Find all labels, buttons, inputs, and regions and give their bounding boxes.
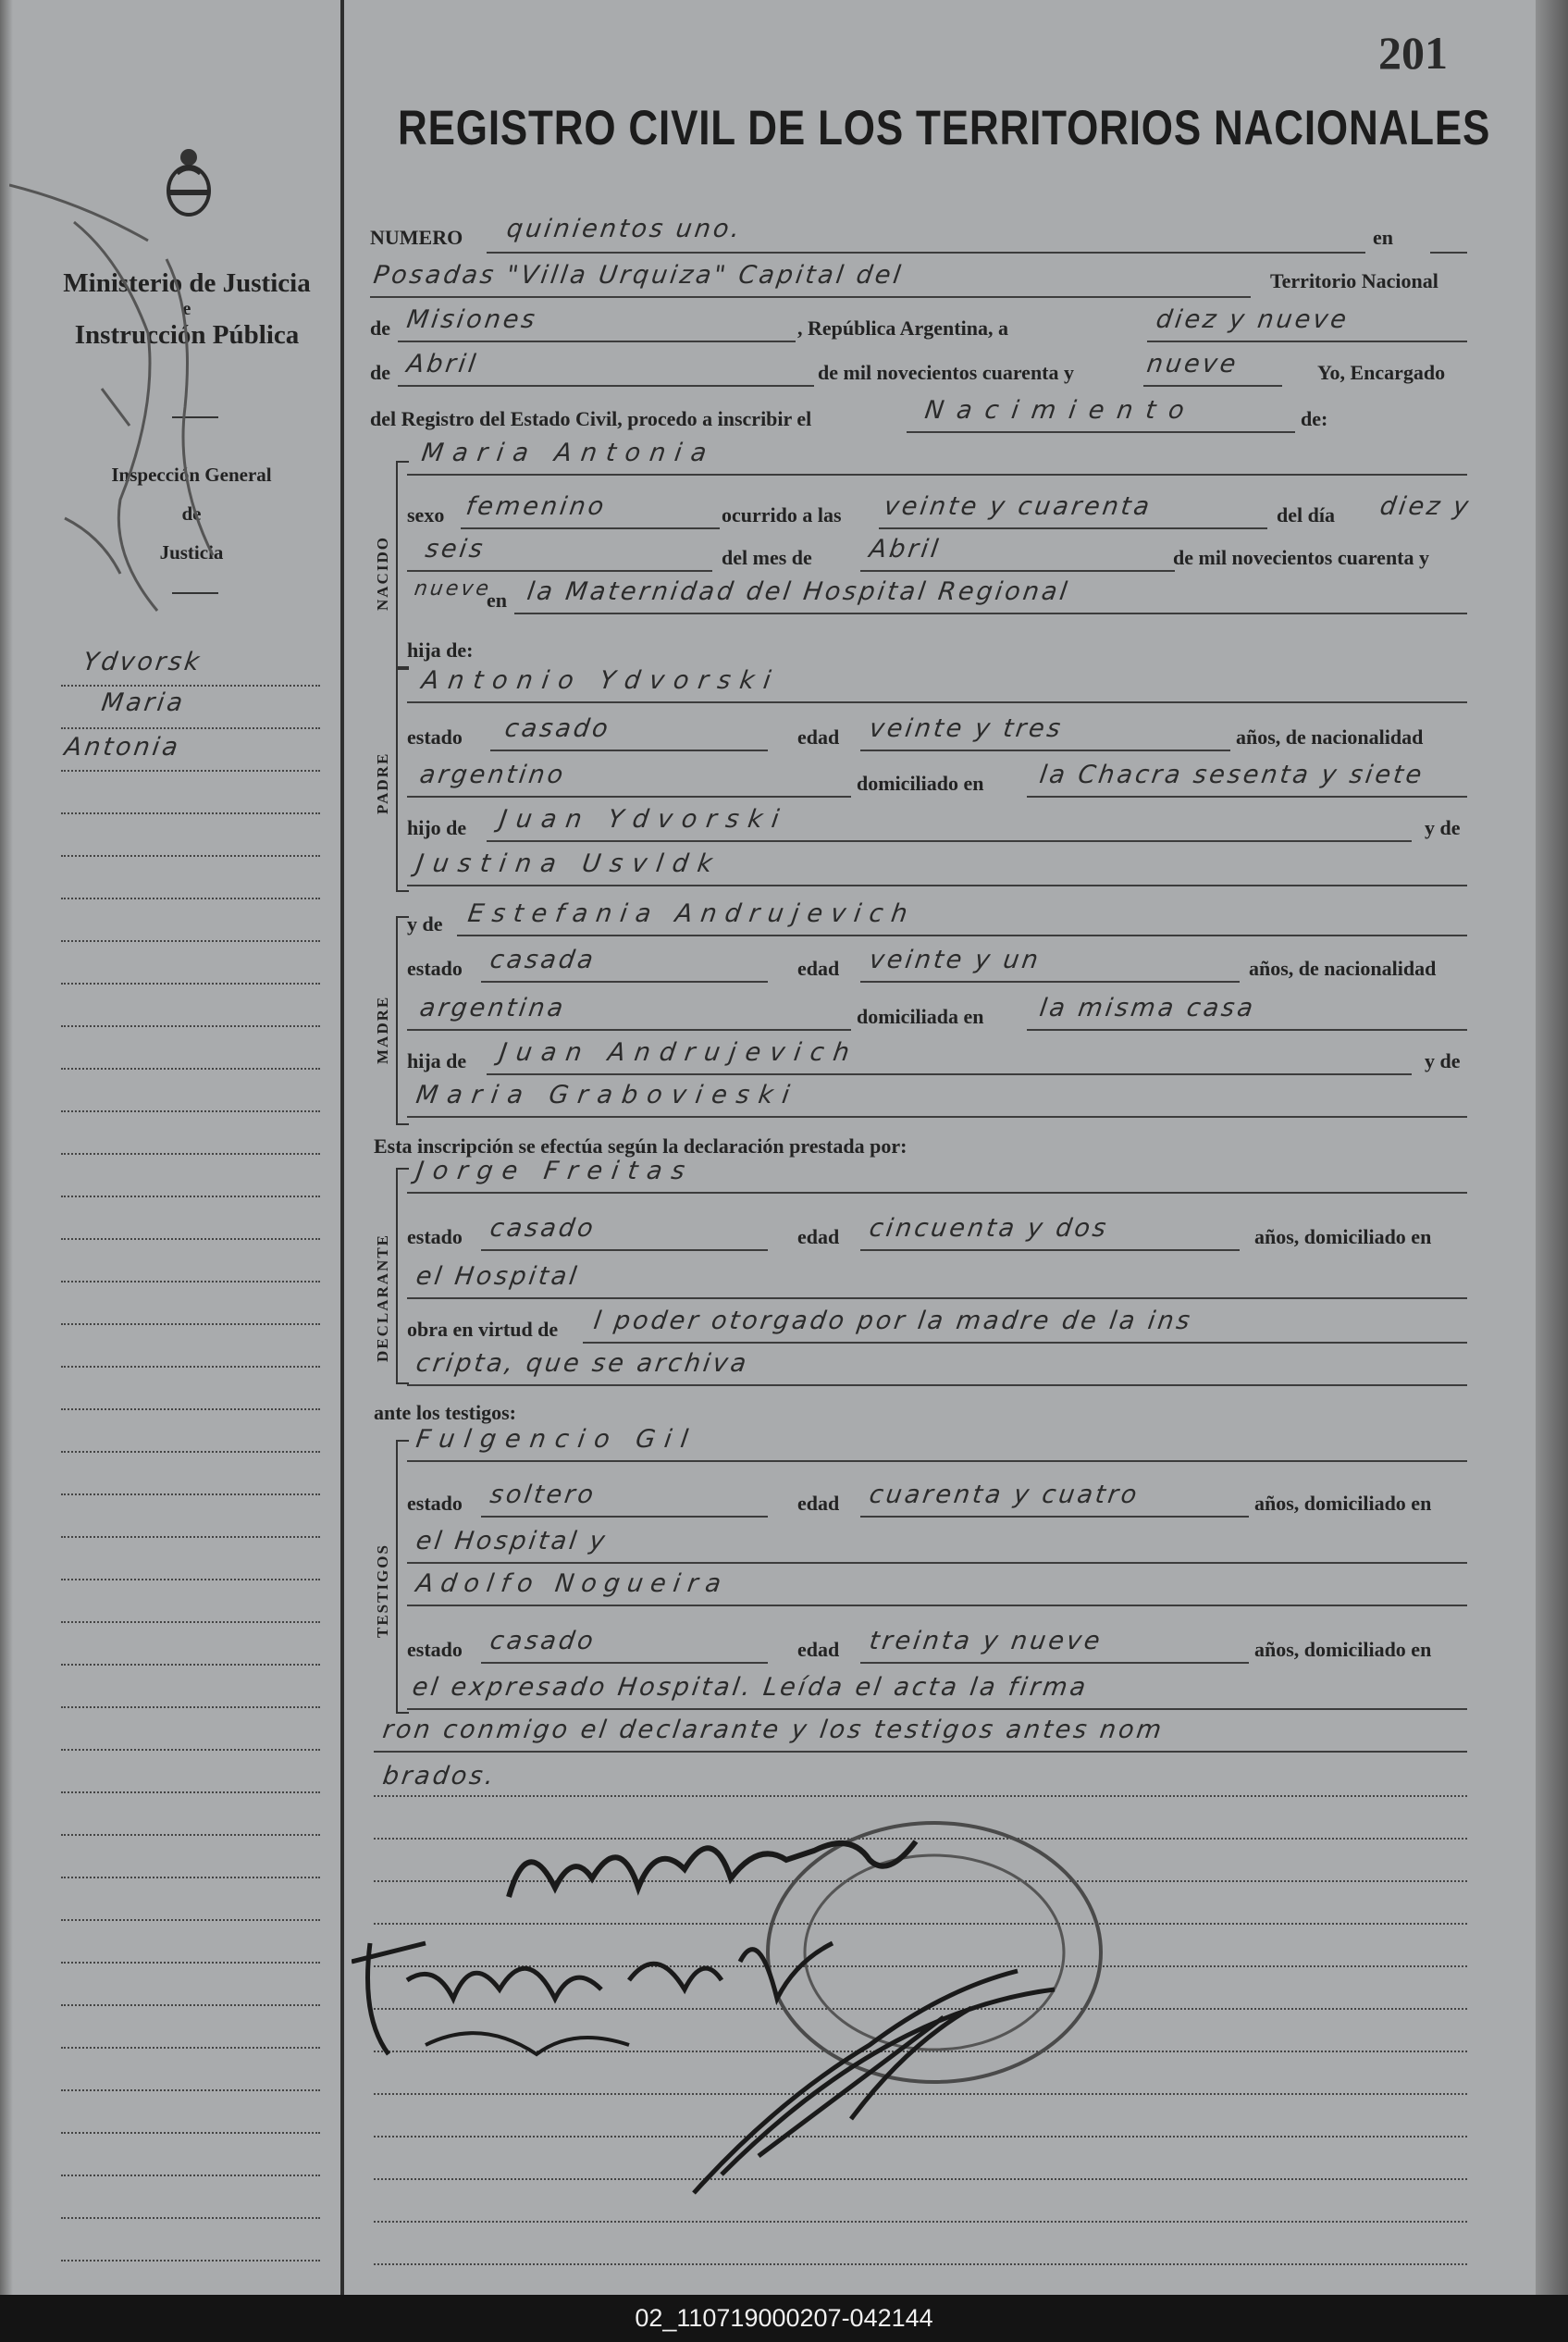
- margin-rule-line: [61, 1110, 320, 1112]
- margin-rule-line: [61, 2260, 320, 2261]
- line-abuelo-m: [487, 1073, 1412, 1075]
- margin-rule-line: [61, 727, 320, 729]
- margin-divider: [340, 0, 344, 2295]
- margin-rule-line: [61, 1323, 320, 1325]
- margin-rule-line: [61, 940, 320, 942]
- label-madre-dom: domiciliada en: [857, 1005, 984, 1028]
- line-decl-dom: [407, 1297, 1467, 1299]
- margin-rule-line: [61, 2047, 320, 2049]
- label-hijo-de: hijo de: [407, 816, 467, 839]
- ministry-name: Ministerio de Justicia e Instrucción Pública: [63, 268, 311, 350]
- page-number: 201: [1378, 27, 1448, 79]
- entry-numero: quinientos uno.: [504, 215, 745, 243]
- label-de-mil: de mil novecientos cuarenta y: [818, 361, 1075, 384]
- entry-ano-nac: nueve: [413, 577, 493, 601]
- line-cierre1: [374, 1751, 1467, 1753]
- label-del-mes: del mes de: [722, 546, 812, 569]
- entry-mes: Abril: [404, 350, 480, 378]
- label-hija-de: hija de:: [407, 638, 474, 662]
- entry-decl-obra1: l poder otorgado por la madre de la ins: [591, 1307, 1194, 1335]
- margin-rule-line: [61, 1749, 320, 1751]
- line-t2-dom: [407, 1708, 1467, 1710]
- line-hora: [879, 527, 1267, 529]
- margin-rule-line: [61, 2132, 320, 2134]
- line-territorio: [398, 341, 796, 342]
- section-declarante: DECLARANTE: [374, 1233, 391, 1362]
- label-padre-anos: años, de nacionalidad: [1236, 725, 1424, 749]
- entry-mes-nac: Abril: [867, 535, 943, 564]
- entry-padre-nombre: Antonio Ydvorski: [419, 666, 783, 695]
- line-sexo: [461, 527, 720, 529]
- margin-rule-line: [61, 1621, 320, 1623]
- entry-dia-nac2: seis: [423, 535, 488, 564]
- margin-name-line3: Antonia: [62, 733, 183, 762]
- label-t2-anos: años, domiciliado en: [1254, 1638, 1432, 1661]
- signature-officer: [666, 1934, 1092, 2212]
- line-t1-edad: [860, 1516, 1249, 1518]
- margin-rule-line: [61, 1493, 320, 1495]
- label-ocurrido: ocurrido a las: [722, 503, 842, 527]
- section-padre: PADRE: [374, 751, 391, 814]
- entry-t2-edad: treinta y nueve: [867, 1627, 1105, 1655]
- entry-acto: Nacimiento: [922, 396, 1199, 425]
- entry-t1-edad: cuarenta y cuatro: [867, 1481, 1142, 1509]
- margin-rule-line: [61, 1536, 320, 1538]
- entry-abuela-m: Maria Grabovieski: [414, 1081, 801, 1109]
- entry-sexo: femenino: [463, 492, 609, 521]
- right-edge: [1536, 0, 1568, 2295]
- signature-rule-line: [374, 2263, 1467, 2265]
- line-abuela-p: [407, 885, 1467, 886]
- line-decl-edad: [860, 1249, 1240, 1251]
- label-de-mil-2: de mil novecientos cuarenta y: [1173, 546, 1430, 569]
- margin-rule-line: [61, 1366, 320, 1368]
- entry-declarante: Jorge Freitas: [414, 1157, 697, 1185]
- section-madre: MADRE: [374, 995, 391, 1064]
- label-t1-anos: años, domiciliado en: [1254, 1492, 1432, 1515]
- entry-abuelo-p: Juan Ydvorski: [497, 805, 790, 834]
- label-padre-estado: estado: [407, 725, 463, 749]
- brace-declarante: [396, 1168, 409, 1384]
- label-inscripcion: Esta inscripción se efectúa según la declaración prestada por:: [374, 1134, 907, 1158]
- label-t1-estado: estado: [407, 1492, 463, 1515]
- margin-rule-line: [61, 685, 320, 687]
- margin-rule-line: [61, 1068, 320, 1070]
- brace-madre: [396, 916, 409, 1125]
- entry-madre-edad: veinte y un: [867, 946, 1043, 974]
- line-decl-obra1: [583, 1342, 1467, 1344]
- label-decl-estado: estado: [407, 1225, 463, 1248]
- footer-id: 02_110719000207-042144: [635, 2304, 933, 2332]
- margin-rule-line: [61, 1877, 320, 1878]
- entry-madre-estado: casada: [488, 946, 598, 974]
- entry-nombre: Maria Antonia: [419, 439, 718, 467]
- label-de-colon: de:: [1301, 407, 1328, 430]
- margin-rule-line: [61, 2089, 320, 2091]
- margin-rule-line: [61, 1579, 320, 1580]
- footer-bar: [0, 2295, 1568, 2342]
- line-t2-estado: [481, 1662, 768, 1664]
- label-decl-anos: años, domiciliado en: [1254, 1225, 1432, 1248]
- line-madre-nac: [407, 1029, 851, 1031]
- label-numero: NUMERO: [370, 226, 463, 249]
- line-lugar: [370, 296, 1251, 298]
- label-de-2: de: [370, 361, 390, 384]
- line-padre-estado: [490, 750, 768, 751]
- label-madre-edad: edad: [797, 957, 840, 980]
- entry-t2-estado: casado: [488, 1627, 598, 1655]
- entry-testigo2: Adolfo Nogueira: [414, 1569, 731, 1598]
- line-padre-nombre: [407, 701, 1467, 703]
- line-mes: [398, 385, 814, 387]
- line-decl-estado: [481, 1249, 768, 1251]
- label-yo: Yo, Encargado: [1317, 361, 1446, 384]
- entry-decl-estado: casado: [488, 1214, 598, 1243]
- line-padre-edad: [860, 750, 1230, 751]
- label-republica: , República Argentina, a: [797, 316, 1008, 340]
- entry-lugar: Posadas "Villa Urquiza" Capital del: [371, 261, 906, 290]
- entry-territorio: Misiones: [404, 305, 539, 334]
- margin-rule-line: [61, 855, 320, 857]
- page-title: REGISTRO CIVIL DE LOS TERRITORIOS NACIONALES: [398, 101, 1491, 155]
- signature-rule-line: [374, 1795, 1467, 1797]
- margin-rule-line: [61, 1238, 320, 1240]
- line-ano: [1143, 385, 1282, 387]
- margin-rule-line: [61, 812, 320, 814]
- entry-abuela-p: Justina Usvldk: [414, 849, 723, 878]
- margin-rule-line: [61, 1706, 320, 1708]
- margin-scribble: [9, 167, 324, 629]
- line-t2-edad: [860, 1662, 1249, 1664]
- margin-rule-line: [61, 1153, 320, 1155]
- label-madre-yde: y de: [407, 912, 443, 936]
- line-dia: [1147, 341, 1467, 342]
- entry-cierre2: brados.: [380, 1762, 499, 1791]
- line-madre-dom: [1027, 1029, 1467, 1031]
- margin-name-line1: Ydvorsk: [80, 648, 204, 676]
- label-madre-estado: estado: [407, 957, 463, 980]
- label-sexo: sexo: [407, 503, 445, 527]
- line-abuela-m: [407, 1116, 1467, 1118]
- line-mes-nac: [860, 570, 1175, 572]
- entry-testigo1: Fulgencio Gil: [414, 1425, 699, 1454]
- entry-lugar-nac: la Maternidad del Hospital Regional: [525, 577, 1072, 606]
- line-decl-obra2: [407, 1384, 1467, 1386]
- margin-rule-line: [61, 1196, 320, 1197]
- brace-testigos: [396, 1440, 409, 1714]
- line-madre-edad: [860, 981, 1240, 983]
- line-lugar-nac: [514, 613, 1467, 614]
- line-madre-estado: [481, 981, 768, 983]
- entry-padre-nac: argentino: [417, 761, 568, 789]
- margin-rule-line: [61, 770, 320, 772]
- entry-decl-dom: el Hospital: [414, 1262, 582, 1291]
- label-obra: obra en virtud de: [407, 1318, 559, 1341]
- margin-rule-line: [61, 1408, 320, 1410]
- line-padre-dom: [1027, 796, 1467, 798]
- entry-hora: veinte y cuarenta: [882, 492, 1154, 521]
- section-nacido: NACIDO: [374, 536, 391, 611]
- label-registro: del Registro del Estado Civil, procedo a inscribir el: [370, 407, 812, 430]
- entry-padre-dom: la Chacra sesenta y siete: [1037, 761, 1426, 789]
- label-territorio: Territorio Nacional: [1270, 269, 1438, 292]
- margin-rule-line: [61, 1025, 320, 1027]
- entry-decl-edad: cincuenta y dos: [867, 1214, 1111, 1243]
- line-abuelo-p: [487, 840, 1412, 842]
- margin-name-line2: Maria: [99, 688, 188, 717]
- margin-rule-line: [61, 2217, 320, 2219]
- entry-t1-estado: soltero: [488, 1481, 599, 1509]
- margin-rule-line: [61, 1834, 320, 1836]
- entry-padre-edad: veinte y tres: [867, 714, 1066, 743]
- line-en: [1430, 252, 1467, 254]
- label-testigos: ante los testigos:: [374, 1401, 516, 1424]
- entry-madre-dom: la misma casa: [1037, 994, 1258, 1022]
- entry-abuelo-m: Juan Andrujevich: [497, 1038, 860, 1067]
- margin-rule-line: [61, 898, 320, 899]
- label-de-1: de: [370, 316, 390, 340]
- line-dia-nac2: [407, 570, 712, 572]
- entry-decl-obra2: cripta, que se archiva: [414, 1349, 751, 1378]
- entry-padre-estado: casado: [502, 714, 612, 743]
- line-t1-estado: [481, 1516, 768, 1518]
- margin-rule-line: [61, 1664, 320, 1666]
- margin-rule-line: [61, 1919, 320, 1921]
- entry-cierre1: ron conmigo el declarante y los testigos antes nom: [380, 1716, 1167, 1744]
- entry-madre-nombre: Estefania Andrujevich: [465, 899, 918, 928]
- margin-rule-line: [61, 1451, 320, 1453]
- label-t1-edad: edad: [797, 1492, 840, 1515]
- label-t2-edad: edad: [797, 1638, 840, 1661]
- label-del-dia: del día: [1277, 503, 1335, 527]
- margin-rule-line: [61, 983, 320, 985]
- inspection-name: Inspección General de Justicia: [111, 464, 272, 564]
- margin-rule-line: [61, 1962, 320, 1964]
- label-y-de-p: y de: [1425, 816, 1461, 839]
- entry-t1-dom: el Hospital y: [414, 1527, 610, 1555]
- label-en-nac: en: [487, 589, 507, 612]
- label-madre-anos: años, de nacionalidad: [1249, 957, 1437, 980]
- line-acto: [907, 431, 1295, 433]
- line-numero: [487, 252, 1365, 254]
- brace-padre: [396, 666, 409, 892]
- line-madre-nombre: [457, 935, 1467, 936]
- margin-rule-line: [61, 2004, 320, 2006]
- margin-rule-line: [61, 1281, 320, 1283]
- entry-t2-dom: el expresado Hospital. Leída el acta la firma: [410, 1673, 1091, 1702]
- section-testigos: TESTIGOS: [374, 1543, 391, 1638]
- label-t2-estado: estado: [407, 1638, 463, 1661]
- entry-dia-nac1: diez y: [1377, 492, 1474, 521]
- line-testigo2: [407, 1605, 1467, 1606]
- margin-rule-line: [61, 1791, 320, 1793]
- label-en: en: [1373, 226, 1393, 249]
- label-padre-dom: domiciliado en: [857, 772, 984, 795]
- signature-rule-line: [374, 2221, 1467, 2223]
- entry-dia: diez y nueve: [1154, 305, 1352, 334]
- label-y-de-m: y de: [1425, 1049, 1461, 1072]
- line-nombre: [407, 474, 1467, 476]
- entry-ano: nueve: [1144, 350, 1241, 378]
- line-t1-dom: [407, 1562, 1467, 1564]
- line-testigo1: [407, 1460, 1467, 1462]
- entry-madre-nac: argentina: [417, 994, 568, 1022]
- line-declarante: [407, 1192, 1467, 1194]
- margin-rule-line: [61, 2175, 320, 2176]
- label-decl-edad: edad: [797, 1225, 840, 1248]
- line-padre-nac: [407, 796, 851, 798]
- label-hija-de-m: hija de: [407, 1049, 467, 1072]
- label-padre-edad: edad: [797, 725, 840, 749]
